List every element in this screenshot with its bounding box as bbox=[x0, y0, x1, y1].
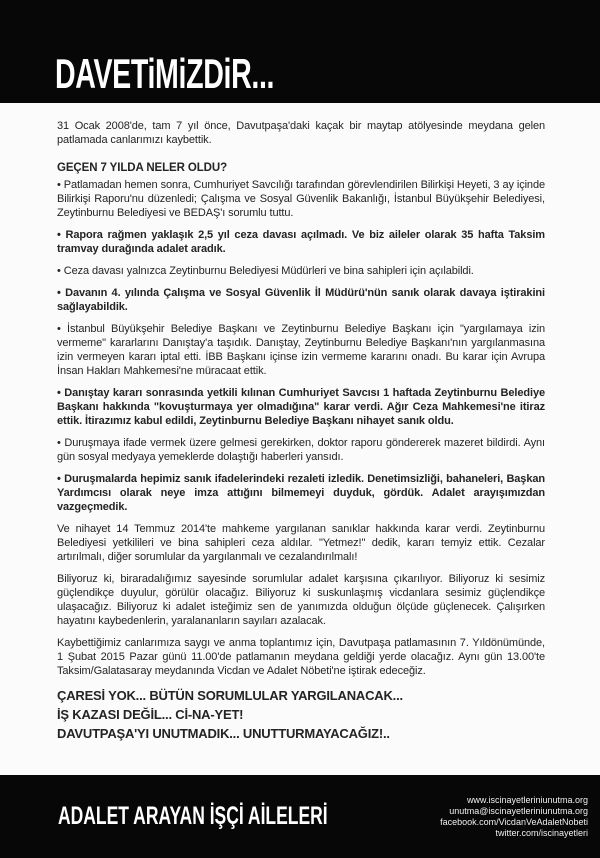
paragraph: Ve nihayet 14 Temmuz 2014'te mahkeme yargılanan sanıklar hakkında karar verdi. Zeytinburnu Belediyesi yetkilileri ve bina sahipleri ceza aldılar. "Yetmez!" dedik, kararı temyiz ettik. Cezalar artırılmalı, diğer sorumlular da yargılanmalı ve cezalandırılmalı! bbox=[57, 523, 545, 563]
bullet-item: • Rapora rağmen yaklaşık 2,5 yıl ceza davası açılmadı. Ve biz aileler olarak 35 hafta Taksim tramvay durağında adalet aradık. bbox=[57, 228, 545, 256]
footer-link: twitter.com/iscinayetleri bbox=[495, 827, 588, 838]
bullet-item: • Duruşmalarda hepimiz sanık ifadelerindeki rezaleti izledik. Denetimsizliği, bahaneleri, Başkan Yardımcısı olarak neye imza attığını bilmemeyi duyduk, gördük. Adalet arayışımızdan vazgeçmedik. bbox=[57, 472, 545, 514]
footer-link: www.iscinayetleriniunutma.org bbox=[466, 794, 588, 805]
footer-link: facebook.com/VicdanVeAdaletNobeti bbox=[440, 816, 588, 827]
slogan-line: ÇARESİ YOK... BÜTÜN SORUMLULAR YARGILANACAK... bbox=[57, 688, 403, 703]
bullet-item: • Patlamadan hemen sonra, Cumhuriyet Savcılığı tarafından görevlendirilen Bilirkişi Heyeti, 3 ay içinde Bilirkişi Raporu'nu düzenledi; Çalışma ve Sosyal Güvenlik Bakanlığı, İstanbul Büyükşehir Belediyesi, Zeytinburnu Belediyesi ve BEDAŞ'ı sorumlu tuttu. bbox=[57, 178, 545, 220]
footer-links bbox=[440, 795, 588, 839]
bullet-item: • Danıştay kararı sonrasında yetkili kılınan Cumhuriyet Savcısı 1 haftada Zeytinburnu Belediye Başkanı hakkında "kovuşturmaya yer olmadığına" karar verdi. Ağır Ceza Mahkemesi'ne itiraz ettik. İtirazımız kabul edildi, Zeytinburnu Belediye Başkanı nihayet sanık oldu. bbox=[57, 386, 545, 428]
bullet-item: • Ceza davası yalnızca Zeytinburnu Belediyesi Müdürleri ve bina sahipleri için açılabildi. bbox=[57, 264, 545, 278]
paragraph: Biliyoruz ki, biraradalığımız sayesinde sorumlular adalet karşısına çıkarılıyor. Biliyoruz ki sesimiz güçlendikçe duyulur, görülür olacağız. Biliyoruz ki suskunlaşmış vicdanlara sesimiz güçlendikçe ulaşacağız. Biliyoruz ki adalet isteğimiz sen de yanımızda olduğun ölçüde güçlenecek. Çalışırken hayatını kaybedenlerin, yaralananların sayıları azalacak. bbox=[57, 573, 545, 627]
page-title: DAVETiMiZDiR... bbox=[55, 50, 275, 97]
footer-bar bbox=[0, 775, 600, 858]
section-heading: GEÇEN 7 YILDA NELER OLDU? bbox=[57, 162, 228, 174]
body-content bbox=[0, 103, 600, 775]
organization-name: ADALET ARAYAN İŞÇİ AİLELERİ bbox=[58, 802, 328, 831]
paragraph: 31 Ocak 2008'de, tam 7 yıl önce, Davutpaşa'daki kaçak bir maytap atölyesinde meydana gelen patlamada canlarımızı kaybettik. bbox=[57, 120, 545, 146]
slogan-line: İŞ KAZASI DEĞİL... Cİ-NA-YET! bbox=[57, 707, 244, 722]
organization-name-wrap bbox=[58, 803, 403, 829]
bullet-item: • Davanın 4. yılında Çalışma ve Sosyal Güvenlik İl Müdürü'nün sanık olarak davaya iştirakini sağlayabildik. bbox=[57, 286, 545, 314]
bullet-item: • İstanbul Büyükşehir Belediye Başkanı ve Zeytinburnu Belediye Başkanı için "yargılamaya izin vermeme" kararlarını Danıştay'a taşıdık. Danıştay, Zeytinburnu Belediye Başkanı'nın yargılanmasına izin vermeyen kararı iptal etti. İBB Başkanı içinse izin vermeme kararını onadı. Bu karar için Avrupa İnsan Hakları Mahkemesi'ne müracaat ettik. bbox=[57, 322, 545, 378]
slogan-line: DAVUTPAŞA'YI UNUTMADIK... UNUTTURMAYACAĞIZ!.. bbox=[57, 726, 390, 741]
footer-link: unutma@iscinayetleriniunutma.org bbox=[449, 805, 588, 816]
title-banner bbox=[0, 0, 600, 103]
paragraph: Kaybettiğimiz canlarımıza saygı ve anma toplantımız için, Davutpaşa patlamasının 7. Yıldönümünde, 1 Şubat 2015 Pazar günü 11.00'de patlamanın meydana geldiği yerde olacağız. Aynı gün 13.00'te Taksim/Galatasaray meydanında Vicdan ve Adalet Nöbeti'ne iştirak edeceğiz. bbox=[57, 637, 545, 677]
bullet-item: • Duruşmaya ifade vermek üzere gelmesi gerekirken, doktor raporu göndererek mazeret bildirdi. Aynı gün sosyal medyaya yemeklerde dolaştığı haberleri yansıdı. bbox=[57, 436, 545, 464]
